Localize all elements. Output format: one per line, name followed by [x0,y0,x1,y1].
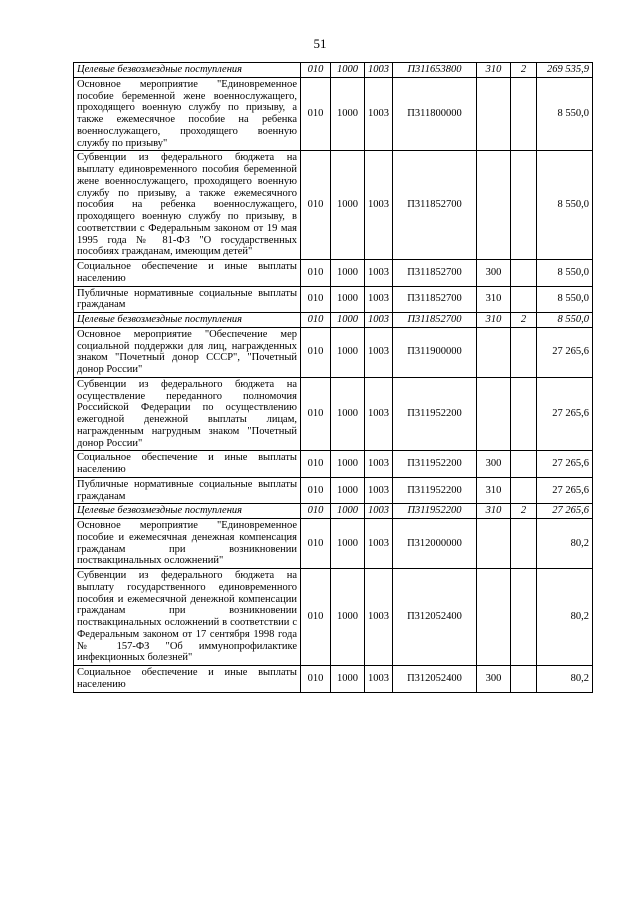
funding-source-code [511,519,537,569]
amount: 269 535,9 [537,63,593,78]
target-article-code: П311653800 [393,63,477,78]
expense-type-code: 310 [477,63,511,78]
section-code: 1000 [331,377,365,451]
amount: 8 550,0 [537,77,593,151]
subsection-code: 1003 [365,327,393,377]
amount: 27 265,6 [537,504,593,519]
target-article-code: П311852700 [393,260,477,287]
section-code: 1000 [331,666,365,693]
amount: 27 265,6 [537,327,593,377]
table-row [74,504,593,519]
expense-type-code: 300 [477,451,511,478]
funding-source-code [511,327,537,377]
funding-source-code [511,286,537,313]
section-code: 1000 [331,63,365,78]
table-row [74,77,593,151]
row-description: Основное мероприятие "Обеспечение мер социальной поддержки для лиц, награжденных знаком "Почетный донор СССР", "Почетный донор России" [74,327,301,377]
funding-source-code: 2 [511,313,537,328]
page-number: 51 [313,36,327,51]
ministry-code: 010 [301,260,331,287]
expense-type-code: 310 [477,477,511,504]
ministry-code: 010 [301,477,331,504]
target-article-code: П312052400 [393,569,477,666]
amount: 80,2 [537,666,593,693]
subsection-code: 1003 [365,313,393,328]
table-row [74,666,593,693]
amount: 27 265,6 [537,377,593,451]
row-description: Публичные нормативные социальные выплаты гражданам [74,286,301,313]
ministry-code: 010 [301,63,331,78]
row-description: Социальное обеспечение и иные выплаты населению [74,451,301,478]
row-description: Целевые безвозмездные поступления [74,504,301,519]
amount: 8 550,0 [537,313,593,328]
funding-source-code: 2 [511,63,537,78]
row-description: Целевые безвозмездные поступления [74,63,301,78]
row-description: Основное мероприятие "Единовременное пособие и ежемесячная денежная компенсация гражданам при возникновении поствакцинальных осложнений" [74,519,301,569]
funding-source-code [511,477,537,504]
funding-source-code [511,377,537,451]
amount: 8 550,0 [537,260,593,287]
table-row [74,569,593,666]
row-description: Целевые безвозмездные поступления [74,313,301,328]
budget-table [73,62,593,693]
section-code: 1000 [331,151,365,260]
row-description: Социальное обеспечение и иные выплаты населению [74,260,301,287]
expense-type-code: 300 [477,260,511,287]
table-row [74,377,593,451]
funding-source-code [511,151,537,260]
ministry-code: 010 [301,377,331,451]
table-row [74,313,593,328]
section-code: 1000 [331,313,365,328]
table-row [74,519,593,569]
ministry-code: 010 [301,151,331,260]
ministry-code: 010 [301,286,331,313]
subsection-code: 1003 [365,77,393,151]
funding-source-code [511,451,537,478]
funding-source-code [511,569,537,666]
subsection-code: 1003 [365,286,393,313]
ministry-code: 010 [301,77,331,151]
subsection-code: 1003 [365,63,393,78]
subsection-code: 1003 [365,519,393,569]
table-row [74,327,593,377]
target-article-code: П311852700 [393,151,477,260]
table-row [74,477,593,504]
ministry-code: 010 [301,666,331,693]
section-code: 1000 [331,451,365,478]
subsection-code: 1003 [365,569,393,666]
subsection-code: 1003 [365,504,393,519]
expense-type-code [477,151,511,260]
target-article-code: П311952200 [393,477,477,504]
row-description: Субвенции из федерального бюджета на выплату государственного единовременного пособия и ежемесячной денежной компенсации гражданам при возникновении поствакцинальных осложнений в соответствии с Федеральным законом от 17 сентября 1998 года № 157-ФЗ "Об иммунопрофилактике инфекционных болезней" [74,569,301,666]
ministry-code: 010 [301,519,331,569]
funding-source-code [511,260,537,287]
expense-type-code [477,77,511,151]
section-code: 1000 [331,260,365,287]
table-row [74,260,593,287]
subsection-code: 1003 [365,151,393,260]
funding-source-code [511,77,537,151]
row-description: Субвенции из федерального бюджета на выплату единовременного пособия беременной жене военнослужащего, проходящего военную службу по призыву, а также ежемесячного пособия на ребенка военнослужащего, проходящего военную службу по призыву, в соответствии с Федеральным законом от 19 мая 1995 года № 81-ФЗ "О государственных пособиях гражданам, имеющим детей" [74,151,301,260]
amount: 80,2 [537,569,593,666]
section-code: 1000 [331,519,365,569]
target-article-code: П311800000 [393,77,477,151]
table-row [74,451,593,478]
ministry-code: 010 [301,313,331,328]
target-article-code: П311852700 [393,313,477,328]
funding-source-code: 2 [511,504,537,519]
expense-type-code: 310 [477,313,511,328]
amount: 27 265,6 [537,451,593,478]
subsection-code: 1003 [365,377,393,451]
amount: 80,2 [537,519,593,569]
ministry-code: 010 [301,327,331,377]
target-article-code: П311852700 [393,286,477,313]
subsection-code: 1003 [365,260,393,287]
row-description: Публичные нормативные социальные выплаты гражданам [74,477,301,504]
ministry-code: 010 [301,504,331,519]
target-article-code: П311952200 [393,504,477,519]
ministry-code: 010 [301,569,331,666]
target-article-code: П311952200 [393,377,477,451]
subsection-code: 1003 [365,477,393,504]
row-description: Социальное обеспечение и иные выплаты населению [74,666,301,693]
target-article-code: П312000000 [393,519,477,569]
section-code: 1000 [331,477,365,504]
funding-source-code [511,666,537,693]
target-article-code: П312052400 [393,666,477,693]
expense-type-code [477,327,511,377]
amount: 8 550,0 [537,286,593,313]
ministry-code: 010 [301,451,331,478]
subsection-code: 1003 [365,451,393,478]
row-description: Субвенции из федерального бюджета на осуществление переданного полномочия Российской Федерации по осуществлению ежегодной денежной выплаты лицам, награжденным нагрудным знаком "Почетный донор России" [74,377,301,451]
expense-type-code: 300 [477,666,511,693]
table-row [74,63,593,78]
target-article-code: П311900000 [393,327,477,377]
section-code: 1000 [331,569,365,666]
section-code: 1000 [331,286,365,313]
expense-type-code [477,519,511,569]
section-code: 1000 [331,504,365,519]
subsection-code: 1003 [365,666,393,693]
table-row [74,286,593,313]
expense-type-code: 310 [477,504,511,519]
section-code: 1000 [331,327,365,377]
row-description: Основное мероприятие "Единовременное пособие беременной жене военнослужащего, проходящего военную службу по призыву, а также ежемесячное пособие на ребенка военнослужащего, проходящего военную службу по призыву" [74,77,301,151]
expense-type-code [477,377,511,451]
amount: 8 550,0 [537,151,593,260]
amount: 27 265,6 [537,477,593,504]
target-article-code: П311952200 [393,451,477,478]
expense-type-code [477,569,511,666]
section-code: 1000 [331,77,365,151]
expense-type-code: 310 [477,286,511,313]
budget-table-body [74,63,593,693]
table-row [74,151,593,260]
